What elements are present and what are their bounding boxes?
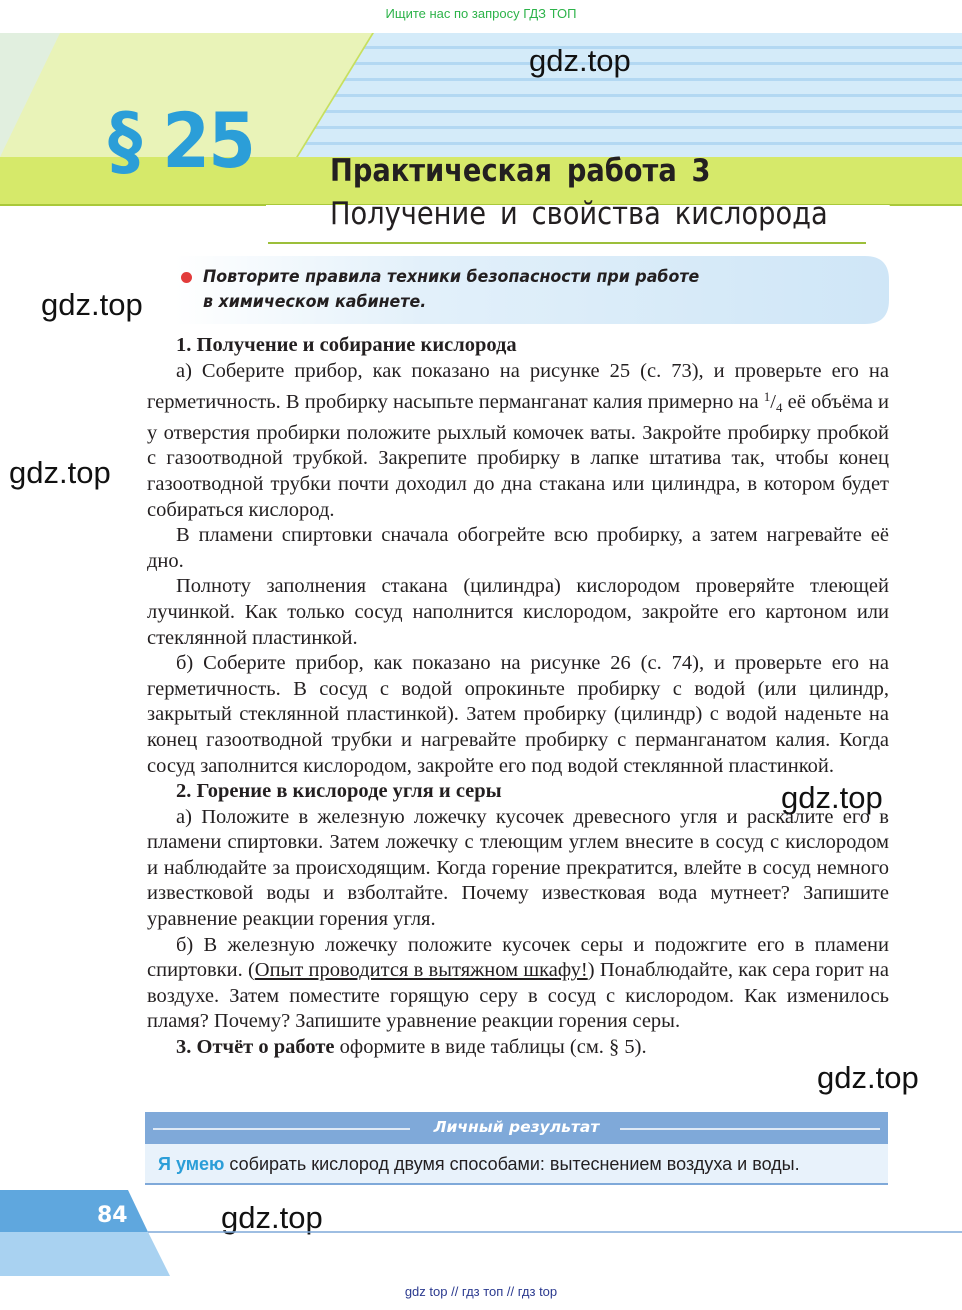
safety-note-text	[203, 264, 699, 314]
watermark: gdz.top	[781, 780, 883, 815]
section-1-paragraph-3: Полноту заполнения стакана (цилиндра) кислородом проверяйте тлеющей лучинкой. Как только сосуд наполнится кислородом, закройте его картоном или стеклянной пластинкой.	[147, 575, 889, 649]
section-3-heading: 3. Отчёт о работе	[176, 1036, 335, 1059]
section-1-paragraph-b: б) Соберите прибор, как показано на рисунке 26 (с. 74), и проверьте его на герметичность. В сосуд с водой опрокиньте пробирку с водой (или цилиндр, закрытый стеклянной пластинкой). Затем пробирку (цилиндр) с водой наденьте на конец газоотводной трубки и нагревайте пробирку с перманганатом калия. Когда сосуд заполнится кислородом, закройте его под водой стеклянной пластинкой.	[147, 652, 889, 777]
watermark: gdz.top	[817, 1060, 919, 1095]
page-title: Практическая работа 3	[330, 153, 711, 189]
text-fragment: б) В железную ложечку положите кусочек серы и подожгите его в пламени спиртовки. (	[147, 933, 889, 982]
footer-band	[0, 1190, 962, 1280]
page-subtitle: Получение и свойства кислорода	[330, 196, 828, 232]
watermark: gdz.top	[529, 43, 631, 78]
paragraph-number: § 25	[108, 96, 255, 185]
section-1-paragraph-a	[147, 359, 889, 524]
text-fragment: оформите в виде таблицы (см. § 5).	[334, 1036, 647, 1059]
section-3-paragraph	[147, 1035, 889, 1061]
top-search-note: Ищите нас по запросу ГДЗ ТОП	[385, 6, 577, 21]
fraction-numerator: 1	[763, 389, 771, 405]
result-statement: собирать кислород двумя способами: вытеснением воздуха и воды.	[224, 1154, 800, 1174]
main-text	[147, 333, 889, 1061]
bullet-dot	[181, 272, 192, 283]
page-number: 84	[97, 1203, 128, 1228]
safety-warning: Опыт проводится в вытяжном шкафу!	[254, 959, 588, 982]
section-2-paragraph-b	[147, 933, 889, 1035]
fraction-slash: /	[770, 391, 776, 414]
section-1-paragraph-2: В пламени спиртовки сначала обогрейте всю пробирку, а затем нагревайте её дно.	[147, 524, 889, 572]
text-fragment: а) Соберите прибор, как показано на рисунке 25 (с. 73), и проверьте его на герметичность. В пробирку насыпьте перманганат калия примерно на	[147, 359, 889, 414]
personal-result-title: Личный результат	[433, 1118, 600, 1136]
text-fragment: её объёма и у отверстия пробирки положите рыхлый комочек ваты. Закройте пробирку пробкой с газоотводной трубкой. Закрепите пробирку в лапке штатива так, чтобы конец газоотводной трубки почти доходил до дна стакана или цилиндра, в котором будет собираться кислород.	[147, 391, 890, 521]
text-fragment: ) Понаблюдайте, как сера горит на воздухе. Затем поместите горящую серу в сосуд с кислородом. Как изменилось пламя? Почему? Запишите уравнение реакции горения серы.	[147, 959, 889, 1033]
watermark: gdz.top	[221, 1200, 323, 1235]
safety-line-1: Повторите правила техники безопасности при работе	[203, 267, 700, 286]
result-lead: Я умею	[158, 1154, 225, 1174]
section-2-paragraph-a: а) Положите в железную ложечку кусочек древесного угля и раскалите его в пламени спиртовки. Затем ложечку с тлеющим углем внесите в сосуд с кислородом и наблюдайте за происходящим. Когда горение прекратится, влейте в сосуд немного известковой воды и взболтайте. Почему известковая вода мутнеет? Запишите уравнение реакции горения угля.	[147, 805, 889, 931]
section-1-heading: 1. Получение и собирание кислорода	[176, 334, 517, 356]
watermark: gdz.top	[41, 287, 143, 322]
safety-line-2: в химическом кабинете.	[203, 292, 427, 311]
watermark: gdz.top	[9, 455, 111, 490]
personal-result-text	[158, 1154, 800, 1175]
fraction-denominator: 4	[775, 400, 783, 416]
bottom-watermark-note: gdz top // гдз топ // гдз top	[404, 1284, 558, 1299]
section-2-heading: 2. Горение в кислороде угля и серы	[176, 780, 502, 803]
